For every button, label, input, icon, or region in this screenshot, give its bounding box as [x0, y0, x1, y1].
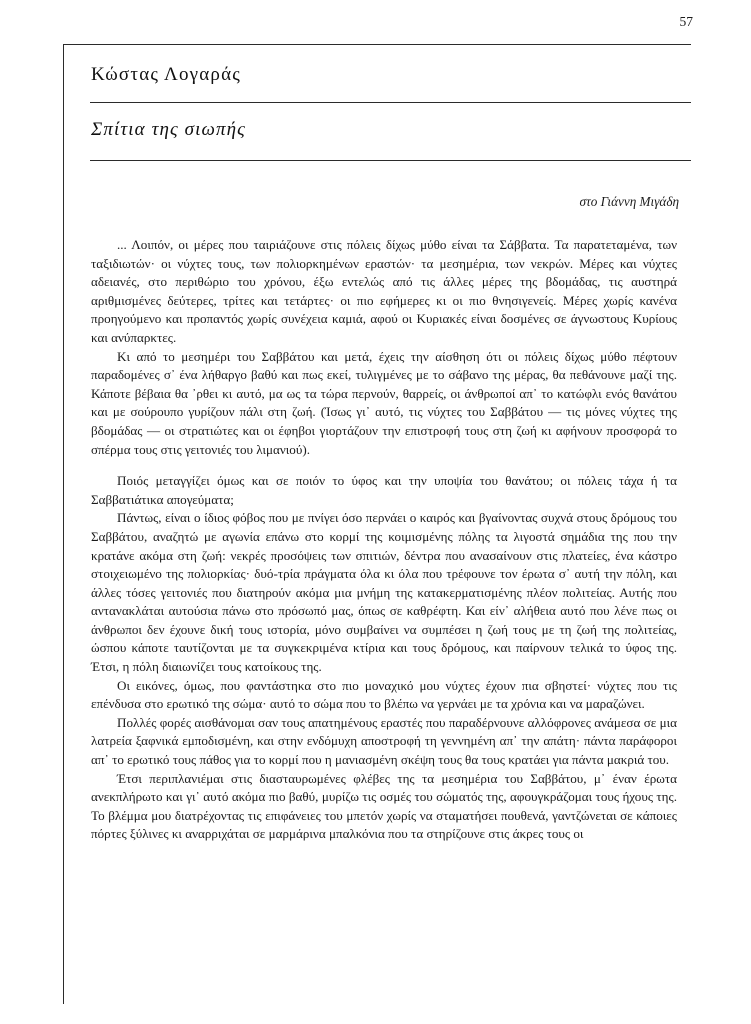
content-frame — [63, 44, 691, 1004]
paragraph: Πάντως, είναι ο ίδιος φόβος που με πνίγει όσο περνάει ο καιρός και βγαίνοντας συχνά στους δρόμους του Σαββάτου, αναζητώ με αγωνία επάνω στο κορμί της κοιμισμένης πόλης τα λιγοστά σημάδια της που την κρατάνε ακόμα στη ζωή: νεκρές προσόψεις των σπιτιών, δέντρα που ανασαίνουν στις πλατείες, ένα κάστρο στοιχειωμένο της πολιορκίας· δυό-τρία πράγματα όλα κι όλα που τρέφουνε τον έρωτα σ᾽ αυτή την πόλη, και άλλες τόσες γειτονιές που διατηρούν ακόμα μια μνήμη της κατακερματισμένης πλέον πολιτείας. Αυτής που αντανακλάται αυτούσια πάνω στο πρόσωπό μας, όπως σε καθρέφτη. Και είν᾽ αλήθεια αυτό που λένε πως οι άνθρωποι δεν έχουνε δική τους ιστορία, μόνο συμβαίνει να συμπέσει η ζωή τους με τη ζωή της πολιτείας, ώσπου κάποτε ταυτίζονται με τα συγκεκριμένα κτίρια και τους δρόμους, και παίρνουν τελικά το ύφος της. Έτσι, η πόλη διαιωνίζει τους κατοίκους της. — [91, 510, 677, 675]
body-text — [64, 236, 691, 844]
paragraph: Ποιός μεταγγίζει όμως και σε ποιόν το ύφος και την υποψία του θανάτου; οι πόλεις τάχα ή τα Σαββατιάτικα απογεύματα; — [91, 473, 677, 507]
author-name: Κώστας Λογαράς — [91, 64, 241, 85]
paragraph: Έτσι περιπλανιέμαι στις διασταυρωμένες φλέβες της τα μεσημέρια του Σαββάτου, μ᾽ έναν έρωτα ανεκπλήρωτο και γι᾽ αυτό ακόμα πιο βαθύ, μυρίζω τις οσμές του σώματός της, αφουγκράζομαι τους ήχους της. Το βλέμμα μου διατρέχοντας τις επιφάνειες του μπετόν χωρίς να σταματήσει πουθενά, γαντζώνεται σε κάποιες πόρτες ξύλινες κι αναρριχάται σε μαρμάρινα μπαλκόνια που τα στηρίζουνε στις άκρες τους οι — [91, 770, 677, 842]
paragraph: Οι εικόνες, όμως, που φαντάστηκα στο πιο μοναχικό μου νύχτες έχουν πια σβηστεί· νύχτες που τις επένδυσα στο ερωτικό της σώμα· αυτό το σώμα που το βλέπω να γερνάει με τα χρόνια και να μαραζώνει. — [91, 677, 677, 712]
chapter-header — [64, 45, 691, 210]
divider-bottom — [90, 160, 691, 161]
paragraph: Κι από το μεσημέρι του Σαββάτου και μετά, έχεις την αίσθηση ότι οι πόλεις δίχως μύθο πέφτουν παραδομένες σ᾽ ένα λήθαργο βαθύ και πως εκεί, τυλιγμένες με το σάβανο της μέρας, θα πεθάνουνε μαζί της. Κάποτε βέβαια θα ᾽ρθει κι αυτό, μα ως τα τώρα περνούν, θαρρείς, οι άνθρωποί απ᾽ το κατώφλι ενός θανάτου και με σούρουπο γυρίζουν πάλι στη ζωή. (Ίσως γι᾽ αυτό, τις νύχτες του Σαββάτου — τις μόνες νύχτες της βδομάδας — οι στρατιώτες και οι έφηβοι γιορτάζουν την επιστροφή τους στη ζωή κι αφήνουν προσφορά το σπέρμα τους στις γειτονιές του λιμανιού). — [91, 348, 677, 457]
dedication: στο Γιάννη Μιγάδη — [579, 194, 679, 209]
paragraph: ... Λοιπόν, οι μέρες που ταιριάζουνε στις πόλεις δίχως μύθο είναι τα Σάββατα. Τα παρατεταμένα, των ταξιδιωτών· οι νύχτες τους, των πολιορκημένων εραστών· τα μεσημέρια, των νεκρών. Μέρες και νύχτες αδειανές, στο περιθώριο του χρόνου, έξω εντελώς από τις άλλες μέρες της βδομάδας, τις αυστηρά αριθμισμένες δεύτερες, τρίτες και τετάρτες· οι πιο εφήμερες κι οι πιο θνησιγενείς. Μέρες χωρίς κανένα προηγούμενο και προπαντός χωρίς συνέχεια καμιά, αφού οι Κυριακές είναι δοσμένες σε άγνωστους Κυρίους και ανύπαρκτες. — [91, 237, 677, 345]
paragraph: Πολλές φορές αισθάνομαι σαν τους απατημένους εραστές που παραδέρνουνε αλλόφρονες ανάμεσα σε μια λατρεία ξαφνικά εμποδισμένη, και στην ενδόμυχη αποστροφή τη γεννημένη απ᾽ την απάτη· πάντα παράφοροι απ᾽ το ερωτικό τους πάθος για το κορμί που η μανιασμένη σκέψη τους θα τους κρατάει για πάντα μακριά του. — [91, 714, 677, 768]
page-number: 57 — [679, 14, 693, 29]
page-title: Σπίτια της σιωπής — [91, 119, 246, 140]
